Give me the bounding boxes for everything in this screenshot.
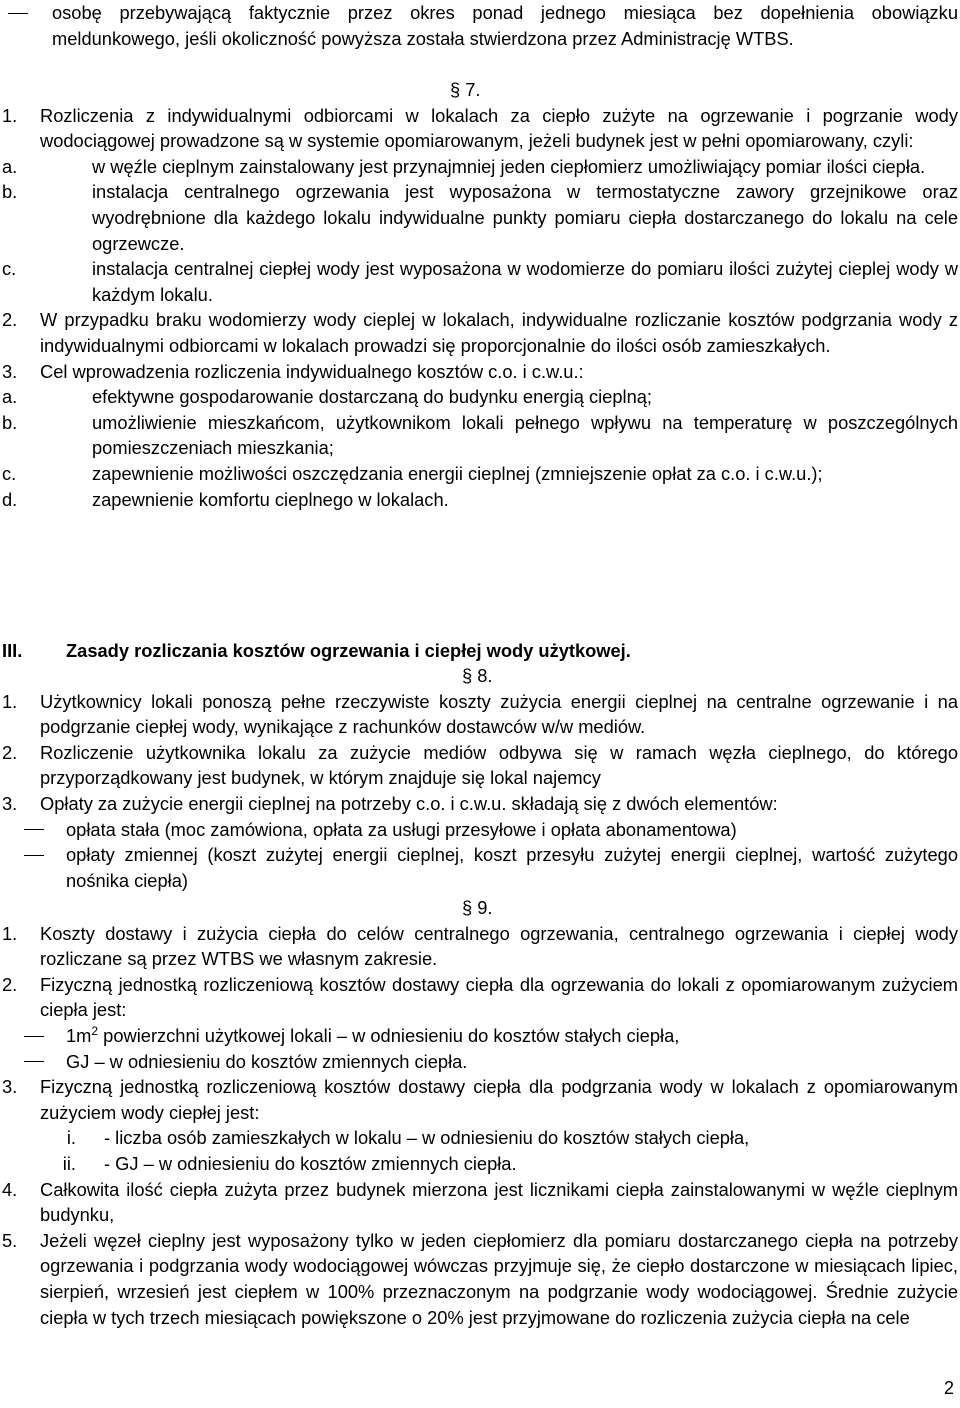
list-item: $1m^2$ powierzchni użytkowej lokali – w odniesieniu do kosztów stałych ciepła, xyxy=(0,1023,958,1049)
list-item: 3. Fizyczną jednostką rozliczeniową kosztów dostawy ciepła dla podgrzania wody w lokalach z opomiarowanym zużyciem wody ciepłej jest: xyxy=(2,1076,958,1123)
paragraph-heading: § 9. xyxy=(462,897,493,918)
list-item: 1. Rozliczenia z indywidualnymi odbiorcami w lokalach za ciepło zużyte na ogrzewanie i pogrzanie wody wodociągowej prowadzone są w systemie opomiarowanym, jeżeli budynek jest w pełni opomiarowany, czyli: xyxy=(2,104,958,152)
dash-bullet xyxy=(24,1049,44,1075)
list-item: opłata stała (moc zamówiona, opłata za usługi przesyłowe i opłata abonamentowa) xyxy=(0,817,958,843)
dash-bullet xyxy=(24,817,44,843)
intro-block xyxy=(0,0,958,51)
list-item: 1. Koszty dostawy i zużycia ciepła do celów centralnego ogrzewania, centralnego ogrzewania i ciepłej wody rozliczane są przez WTBS we własnym zakresie. xyxy=(2,922,958,970)
dash-bullet xyxy=(24,1023,44,1049)
list-item: i. - liczba osób zamieszkałych w lokalu – w odniesieniu do kosztów stałych ciepła, xyxy=(66,1127,750,1149)
page-number: 2 xyxy=(943,1378,954,1399)
list-item: 2. Fizyczną jednostką rozliczeniową kosztów dostawy ciepła dla ogrzewania do lokali z opomiarowanym zużyciem ciepła jest: xyxy=(2,973,958,1021)
list-item: 4. Całkowita ilość ciepła zużyta przez budynek mierzona jest licznikami ciepła zainstalowanymi w węźle cieplnym budynku, xyxy=(2,1178,958,1226)
dash-bullet xyxy=(24,842,44,868)
paragraph-7 xyxy=(0,77,958,512)
list-item: ii. - GJ – w odniesieniu do kosztów zmiennych ciepła. xyxy=(62,1152,517,1174)
dash-bullet xyxy=(8,0,28,26)
list-item: 2. W przypadku braku wodomierzy wody cieplej w lokalach, indywidualne rozliczanie kosztów podgrzania wody z indywidualnymi odbiorcami w lokalach prowadzi się proporcjonalnie do ilości osób zamieszkałych. xyxy=(2,309,958,356)
list-item: 3. Opłaty za zużycie energii cieplnej na potrzeby c.o. i c.w.u. składają się z dwóch elementów: xyxy=(2,792,778,814)
list-item: a. efektywne gospodarowanie dostarczaną do budynku energią cieplną; xyxy=(2,386,652,408)
list-item: c. zapewnienie możliwości oszczędzania energii cieplnej (zmniejszenie opłat za c.o. i c.w.u.); xyxy=(2,462,823,484)
paragraph-9 xyxy=(0,895,958,1330)
list-item: 5. Jeżeli węzeł cieplny jest wyposażony tylko w jeden ciepłomierz dla pomiaru dostarczanego ciepła na potrzeby ogrzewania i podgrzania wody wodociągowej wówczas przyjmuje się, że ciepło dostarczone w miesiącach lipiec, sierpień, wrzesień jest ciepłem w 100% przeznaczonym na podgrzanie wody wodociągowej. Średnie zużycie ciepła w tych trzech miesiącach powiększone o 20% jest przyjmowane do rozliczenia zużycia ciepła na cele xyxy=(2,1229,958,1328)
list-item: b. umożliwienie mieszkańcom, użytkownikom lokali pełnego wpływu na temperaturę w poszczególnych pomieszczeniach mieszkania; xyxy=(2,411,958,459)
paragraph-heading: § 8. xyxy=(462,665,493,686)
section-heading xyxy=(0,638,958,666)
list-item: d. zapewnienie komfortu cieplnego w lokalach. xyxy=(2,488,449,510)
section-number: III. xyxy=(2,640,23,661)
list-item: 2. Rozliczenie użytkownika lokalu za zużycie mediów odbywa się w ramach węzła cieplnego, do którego przyporządkowany jest budynek, w którym znajduje się lokal najemcy xyxy=(2,741,958,789)
paragraph-heading: § 7. xyxy=(450,79,481,100)
list-item: opłaty zmiennej (koszt zużytej energii cieplnej, koszt przesyłu zużytej energii cieplnej, wartość zużytego nośnika ciepła) xyxy=(0,842,958,893)
list-item: c. instalacja centralnej ciepłej wody jest wyposażona w wodomierze do pomiaru ilości zużytej cieplej wody w każdym lokalu. xyxy=(2,258,958,305)
list-item: a. w węźle cieplnym zainstalowany jest przynajmniej jeden ciepłomierz umożliwiający pomiar ilości ciepła. xyxy=(2,155,926,177)
list-item-text: osobę przebywającą faktycznie przez okres ponad jednego miesiąca bez dopełnienia obowiązku meldunkowego, jeśli okoliczność powyższa została stwierdzona przez Administrację WTBS. xyxy=(52,2,958,49)
paragraph-8 xyxy=(0,663,958,893)
list-item: 1. Użytkownicy lokali ponoszą pełne rzeczywiste koszty zużycia energii cieplnej na centralne ogrzewanie i na podgrzanie ciepłej wody, wynikające z rachunków dostawców w/w mediów. xyxy=(2,690,958,738)
list-item: GJ – w odniesieniu do kosztów zmiennych ciepła. xyxy=(0,1049,958,1075)
list-item: b. instalacja centralnego ogrzewania jest wyposażona w termostatyczne zawory grzejnikowe oraz wyodrębnione dla każdego lokalu indywidualne punkty pomiaru ciepła dostarczanego do lokalu na cele ogrzewcze. xyxy=(2,181,958,254)
section-3 xyxy=(0,628,958,666)
list-item: 3. Cel wprowadzenia rozliczenia indywidualnego kosztów c.o. i c.w.u.: xyxy=(2,360,584,382)
section-title: Zasady rozliczania kosztów ogrzewania i ciepłej wody użytkowej. xyxy=(66,640,631,661)
list-item xyxy=(0,0,958,51)
